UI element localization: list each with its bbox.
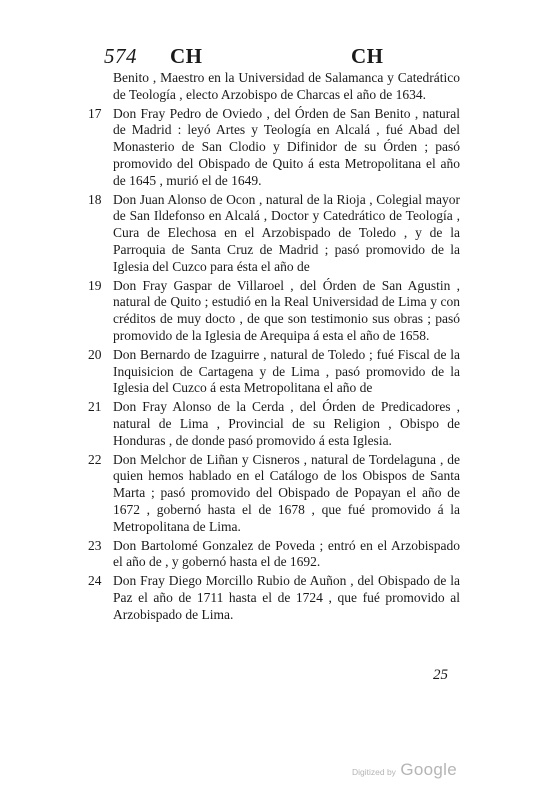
entry-number: 19 [88,277,102,293]
watermark-prefix: Digitized by [352,767,396,777]
watermark [352,760,457,780]
entry-number: 24 [88,573,102,589]
list-item [88,399,460,449]
entry-text: Don Fray Alonso de la Cerda , del Órden de Predicadores , natural de Lima , Provincial de su Religion , Obispo de Honduras , de donde pasó promovido á esta Iglesia. [113,399,460,448]
page-number: 574 [104,44,137,68]
entry-number: 22 [88,451,102,467]
list-item [88,573,460,623]
entry-text: Don Fray Pedro de Oviedo , del Órden de San Benito , natural de Madrid : leyó Artes y Teología en Alcalá , fué Abad del Monasterio de San Clodio y Difinidor de su Órden ; pasó promovido del Obispado de Quito á esta Metropolitana el año de 1645 , murió el de 1649. [113,105,460,188]
list-item [88,106,460,190]
catchword: 25 [433,667,448,683]
running-head-left: CH [170,44,203,68]
list-item [88,452,460,536]
list-item [88,538,460,572]
google-logo: Google [400,760,458,779]
entry-text: Don Bartolomé Gonzalez de Poveda ; entró en el Arzobispado el año de , y gobernó hasta el de 1692. [113,537,460,570]
entry-text: Don Juan Alonso de Ocon , natural de la Rioja , Colegial mayor de San Ildefonso en Alcalá , Doctor y Catedrático de Teología , Cura de Elechosa en el Arzobispado de Toledo , y de la Parroquia de Santa Cruz de Madrid ; pasó promovido de la Iglesia del Cuzco para ésta el año de [113,191,460,274]
entry-number: 18 [88,191,102,207]
entry-number: 20 [88,346,102,362]
entry-text: Don Melchor de Liñan y Cisneros , natural de Tordelaguna , de quien hemos hablado en el Catálogo de los Obispos de Santa Marta ; pasó promovido del Obispado de Popayan el año de 1672 , gobernó hasta el de 1678 , que fué promovido á la Metropolitana de Lima. [113,451,460,534]
entry-number: 17 [88,105,102,121]
entry-number: 21 [88,399,102,415]
entry-number: 23 [88,537,102,553]
list-item [88,278,460,345]
entry-text: Don Bernardo de Izaguirre , natural de Toledo ; fué Fiscal de la Inquisicion de Cartagena y de Lima , pasó promovido de la Iglesia del Cuzco á esta Metropolitana el año de [113,346,460,396]
page-body [88,70,460,624]
list-item [88,347,460,397]
entry-text: Don Fray Gaspar de Villaroel , del Órden de San Agustin , natural de Quito ; estudió en la Real Universidad de Lima y con créditos de muy docto , de que son testimonio sus obras ; pasó promovido de la Iglesia de Arequipa á esta el año de 1658. [113,277,460,343]
running-head-right: CH [351,44,384,68]
list-item [88,192,460,276]
entry-text: Don Fray Diego Morcillo Rubio de Auñon , del Obispado de la Paz el año de 1711 hasta el de 1724 , que fué promovido al Arzobispado de Lima. [113,573,460,622]
continuation-paragraph: Benito , Maestro en la Universidad de Salamanca y Catedrático de Teología , electo Arzobispo de Charcas el año de 1634. [113,70,460,102]
